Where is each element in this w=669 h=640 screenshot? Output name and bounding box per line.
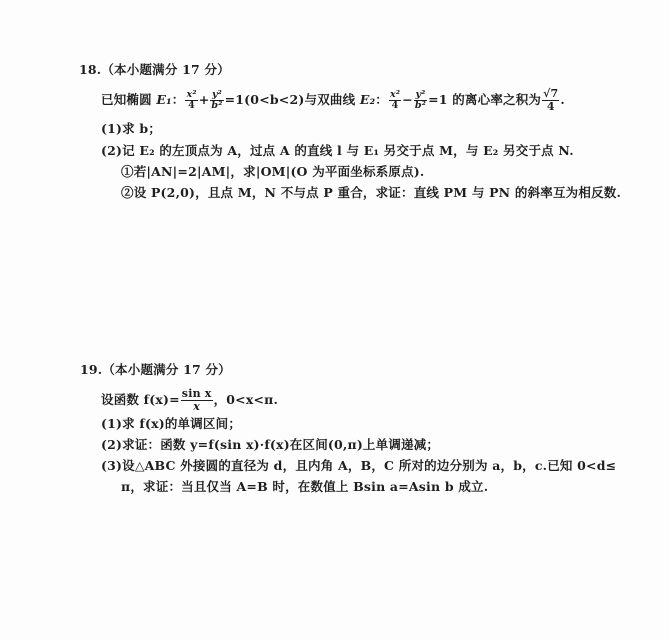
q18-fraction-sqrt7-over-4 bbox=[542, 88, 559, 113]
fraction-numerator: y² bbox=[211, 89, 223, 100]
q19-part-2: (2)求证：函数 y=f(sin x)·f(x)在区间(0,π)上单调递减； bbox=[101, 437, 440, 452]
q18-intro-text-3: =1 的离心率之积为 bbox=[428, 92, 542, 107]
fraction-denominator: b² bbox=[414, 100, 427, 111]
q18-intro bbox=[101, 88, 565, 113]
q19-part-3-line-2: π，求证：当且仅当 A=B 时，在数值上 Bsin a=Asin b 成立. bbox=[121, 479, 489, 494]
q19-part-1: (1)求 f(x)的单调区间； bbox=[101, 416, 242, 431]
q19-part-3-line-1: (3)设△ABC 外接圆的直径为 d，且内角 A，B，C 所对的边分别为 a，b，c.已知 0<d≤ bbox=[101, 458, 617, 473]
q18-intro-period: . bbox=[560, 92, 565, 107]
fraction-numerator: x² bbox=[389, 89, 401, 100]
q18-sub-question-2: ②设 P(2,0)，且点 M，N 不与点 P 重合，求证：直线 PM 与 PN 的斜率互为相反数. bbox=[121, 185, 622, 200]
q18-intro-text-2: =1(0<b<2)与双曲线 bbox=[224, 92, 360, 107]
fraction-numerator: sin x bbox=[181, 387, 212, 400]
q18-fraction-x2-over-4 bbox=[185, 90, 197, 111]
q19-intro bbox=[101, 388, 278, 413]
q19-header: 19.（本小题满分 17 分） bbox=[80, 362, 231, 377]
q18-part-1: (1)求 b； bbox=[101, 121, 162, 136]
q19-fraction-sinx-over-x bbox=[181, 388, 213, 413]
q18-hyperbola-symbol: E₂ bbox=[359, 92, 376, 107]
q19-intro-text-2: ，0<x<π. bbox=[213, 392, 279, 407]
fraction-denominator: x bbox=[181, 400, 213, 413]
q18-ellipse-symbol: E₁ bbox=[156, 92, 172, 107]
q18-fraction-y2-over-b2 bbox=[210, 90, 223, 111]
fraction-numerator: y² bbox=[415, 89, 426, 100]
q18-fraction-x2-over-4-hyperbola bbox=[389, 90, 401, 111]
plus-sign: + bbox=[198, 92, 210, 107]
minus-sign: − bbox=[402, 92, 413, 107]
fraction-denominator: 4 bbox=[185, 100, 197, 111]
q18-colon-1: ： bbox=[171, 92, 185, 107]
q18-sub-question-1: ①若|AN|=2|AM|，求|OM|(O 为平面坐标系原点). bbox=[121, 164, 425, 179]
fraction-numerator: x² bbox=[186, 89, 197, 100]
q18-header: 18.（本小题满分 17 分） bbox=[79, 62, 230, 77]
fraction-denominator: 4 bbox=[389, 100, 401, 111]
q18-fraction-y2-over-b2-hyperbola bbox=[414, 90, 427, 111]
q18-colon-2: ： bbox=[375, 92, 388, 107]
q18-part-2: (2)记 E₂ 的左顶点为 A，过点 A 的直线 l 与 E₁ 另交于点 M，与 E₂ 另交于点 N. bbox=[101, 143, 574, 158]
q19-intro-text-1: 设函数 f(x)= bbox=[101, 392, 180, 407]
fraction-numerator: √7 bbox=[543, 87, 559, 100]
fraction-denominator: b² bbox=[211, 100, 223, 111]
q18-intro-text-1: 已知椭圆 bbox=[101, 92, 157, 107]
fraction-denominator: 4 bbox=[542, 100, 559, 113]
